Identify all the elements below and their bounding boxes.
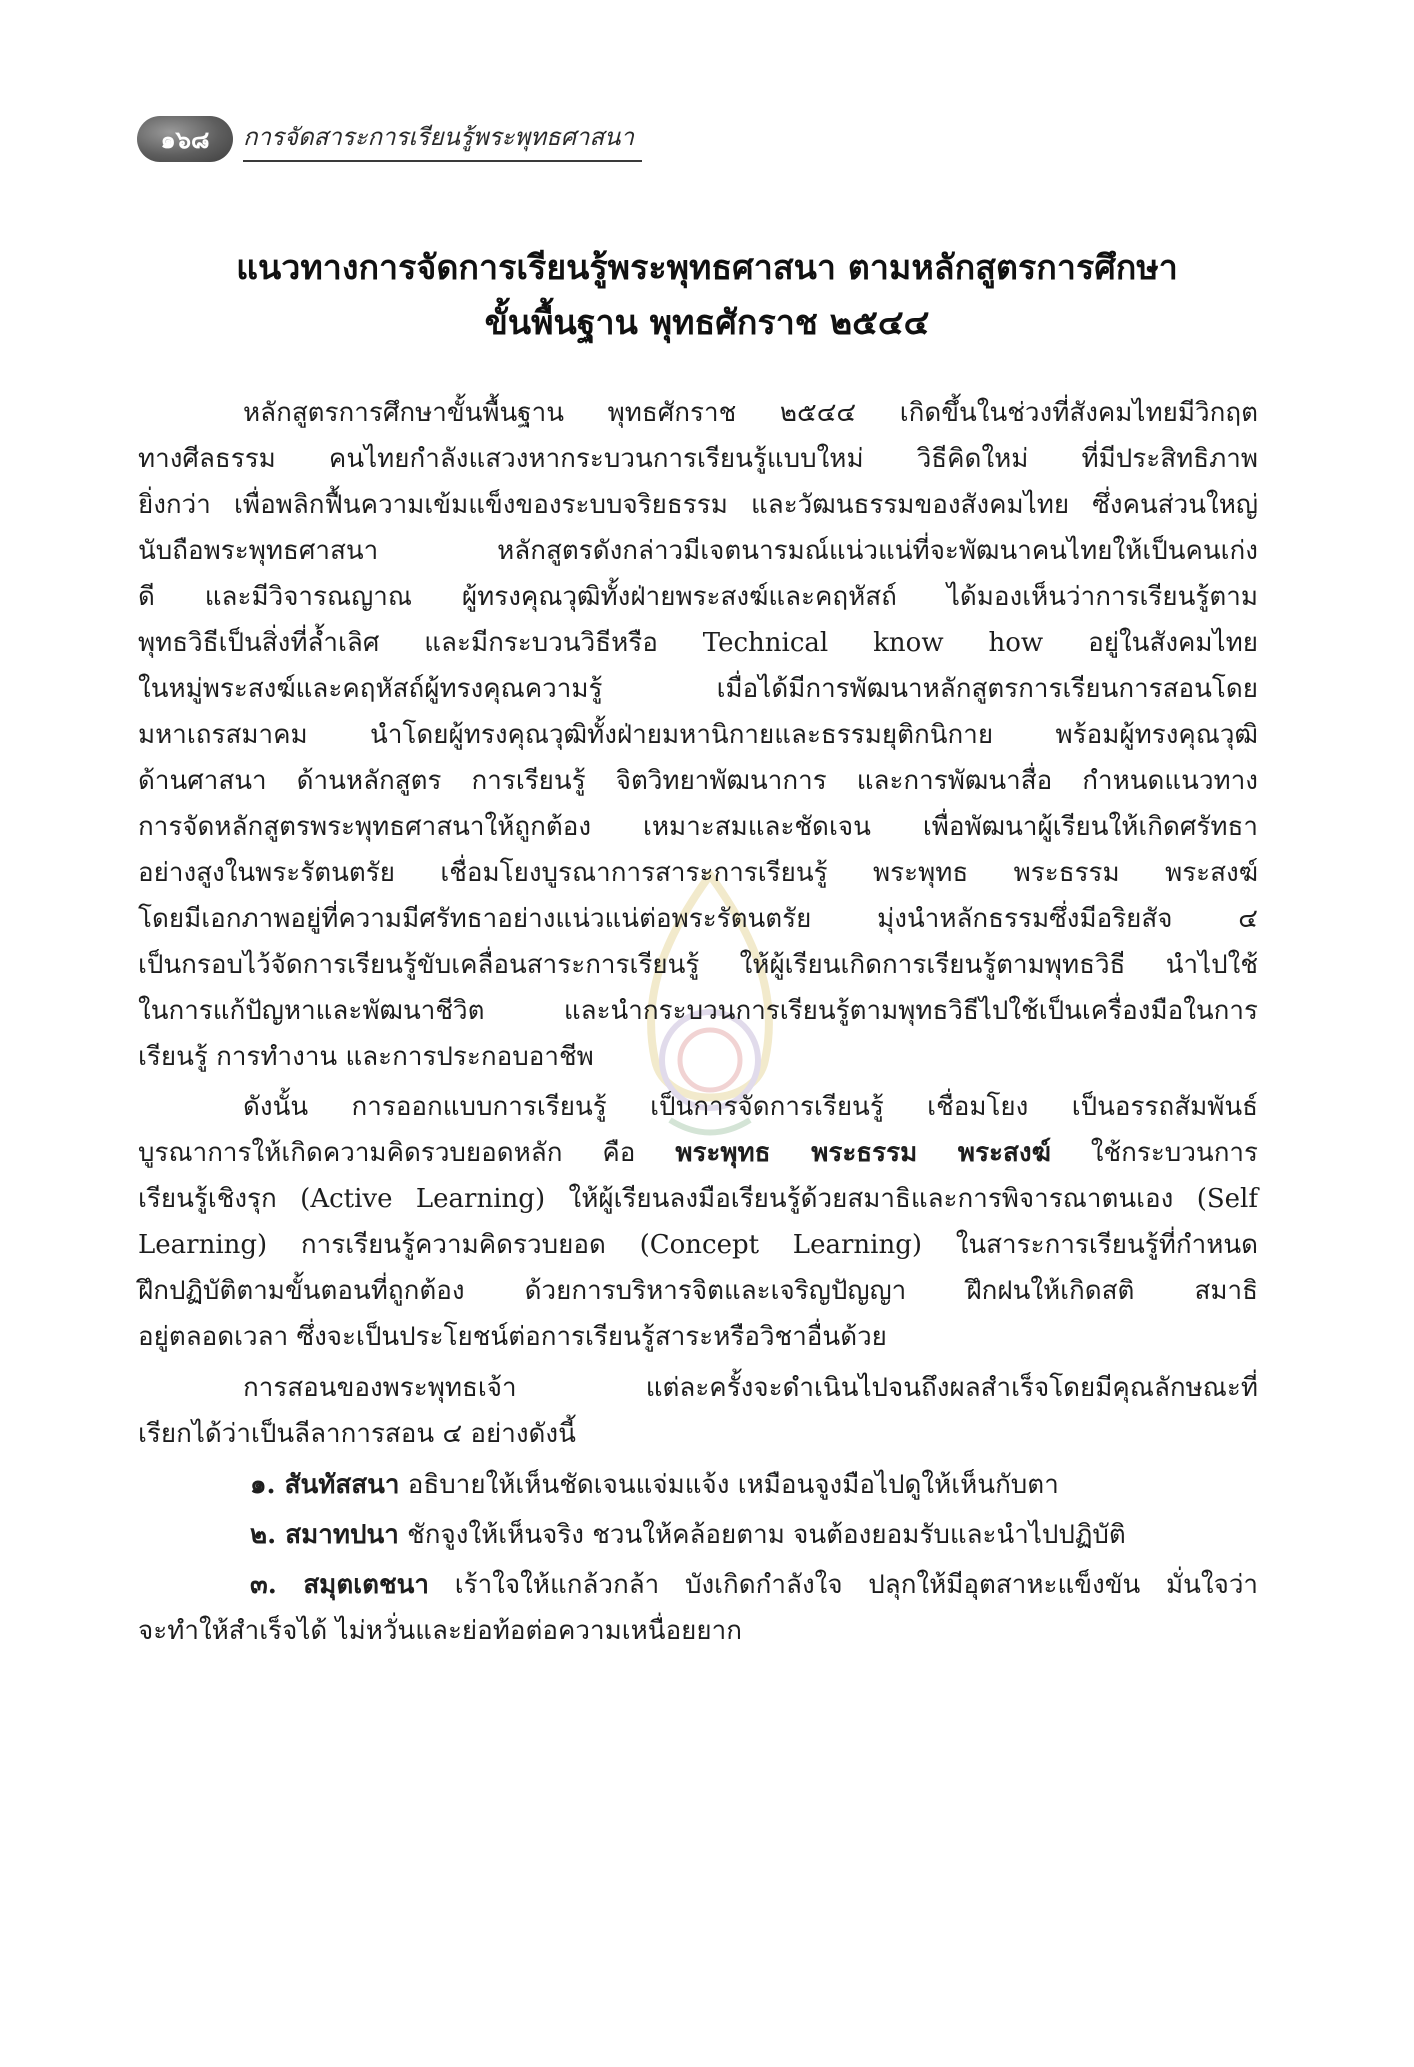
page-header <box>137 116 642 162</box>
list-item-term: ๓. สมุตเตชนา <box>250 1570 430 1600</box>
list-item-term: ๒. สมาทปนา <box>250 1520 399 1550</box>
paragraph-2-line: Learning) การเรียนรู้ความคิดรวบยอด (Concept Learning) ในสาระการเรียนรู้ที่กำหนด <box>138 1230 1258 1260</box>
paragraph-1-line: โดยมีเอกภาพอยู่ที่ความมีศรัทธาอย่างแน่วแน่ต่อพระรัตนตรัย มุ่งนำหลักธรรมซึ่งมีอริยสัจ ๔ <box>138 904 1258 934</box>
paragraph-3-line: เรียกได้ว่าเป็นลีลาการสอน ๔ อย่างดังนี้ <box>138 1419 576 1449</box>
paragraph-3-line: การสอนของพระพุทธเจ้า แต่ละครั้งจะดำเนินไปจนถึงผลสำเร็จโดยมีคุณลักษณะที่ <box>243 1373 1258 1403</box>
paragraph-1-line: ด้านศาสนา ด้านหลักสูตร การเรียนรู้ จิตวิทยาพัฒนาการ และการพัฒนาสื่อ กำหนดแนวทาง <box>138 766 1258 796</box>
list-item <box>250 1518 1258 1552</box>
list-item-term: ๑. สันทัสสนา <box>250 1470 400 1500</box>
paragraph-1-line: หลักสูตรการศึกษาขั้นพื้นฐาน พุทธศักราช ๒๕๔๔ เกิดขึ้นในช่วงที่สังคมไทยมีวิกฤต <box>243 398 1258 428</box>
paragraph-2-text: บูรณาการให้เกิดความคิดรวบยอดหลัก คือ <box>138 1138 636 1168</box>
paragraph-1-line: มหาเถรสมาคม นำโดยผู้ทรงคุณวุฒิทั้งฝ่ายมหานิกายและธรรมยุติกนิกาย พร้อมผู้ทรงคุณวุฒิ <box>138 720 1258 750</box>
paragraph-1-line: เรียนรู้ การทำงาน และการประกอบอาชีพ <box>138 1042 594 1072</box>
paragraph-2-line: เรียนรู้เชิงรุก (Active Learning) ให้ผู้เรียนลงมือเรียนรู้ด้วยสมาธิและการพิจารณาตนเอง (Self <box>138 1184 1258 1214</box>
paragraph-1-line: ยิ่งกว่า เพื่อพลิกฟื้นความเข้มแข็งของระบบจริยธรรม และวัฒนธรรมของสังคมไทย ซึ่งคนส่วนใหญ่ <box>138 490 1258 520</box>
list-item-desc: อธิบายให้เห็นชัดเจนแจ่มแจ้ง เหมือนจูงมือไปดูให้เห็นกับตา <box>407 1470 1059 1500</box>
running-title: การจัดสาระการเรียนรู้พระพุทธศาสนา <box>243 117 642 162</box>
page-title-line-2: ขั้นพื้นฐาน พุทธศักราช ๒๕๔๔ <box>484 303 930 343</box>
paragraph-1-line: ในการแก้ปัญหาและพัฒนาชีวิต และนำกระบวนการเรียนรู้ตามพุทธวิธีไปใช้เป็นเครื่องมือในการ <box>138 996 1258 1026</box>
page-number-badge: ๑๖๘ <box>137 116 233 162</box>
paragraph-1-line: ดี และมีวิจารณญาณ ผู้ทรงคุณวุฒิทั้งฝ่ายพระสงฆ์และคฤหัสถ์ ได้มองเห็นว่าการเรียนรู้ตาม <box>138 582 1258 612</box>
paragraph-1-line: ในหมู่พระสงฆ์และคฤหัสถ์ผู้ทรงคุณความรู้ เมื่อได้มีการพัฒนาหลักสูตรการเรียนการสอนโดย <box>138 674 1258 704</box>
paragraph-1-line: ทางศีลธรรม คนไทยกำลังแสวงหากระบวนการเรียนรู้แบบใหม่ วิธีคิดใหม่ ที่มีประสิทธิภาพ <box>138 444 1258 474</box>
paragraph-2-line: อยู่ตลอดเวลา ซึ่งจะเป็นประโยชน์ต่อการเรียนรู้สาระหรือวิชาอื่นด้วย <box>138 1322 887 1352</box>
paragraph-2-line <box>138 1136 1258 1170</box>
list-item-desc: เร้าใจให้แกล้วกล้า บังเกิดกำลังใจ ปลุกให้มีอุตสาหะแข็งขัน มั่นใจว่า <box>454 1570 1259 1600</box>
list-item-desc: ชักจูงให้เห็นจริง ชวนให้คล้อยตาม จนต้องยอมรับและนำไปปฏิบัติ <box>407 1520 1126 1550</box>
paragraph-2-line: ฝึกปฏิบัติตามขั้นตอนที่ถูกต้อง ด้วยการบริหารจิตและเจริญปัญญา ฝึกฝนให้เกิดสติ สมาธิ <box>138 1276 1258 1306</box>
paragraph-2-line: ดังนั้น การออกแบบการเรียนรู้ เป็นการจัดการเรียนรู้ เชื่อมโยง เป็นอรรถสัมพันธ์ <box>243 1092 1258 1122</box>
list-item <box>250 1568 1258 1602</box>
paragraph-1-line: เป็นกรอบไว้จัดการเรียนรู้ขับเคลื่อนสาระการเรียนรู้ ให้ผู้เรียนเกิดการเรียนรู้ตามพุทธวิธี นำไปใช้ <box>138 950 1258 980</box>
paragraph-1-line: การจัดหลักสูตรพระพุทธศาสนาให้ถูกต้อง เหมาะสมและชัดเจน เพื่อพัฒนาผู้เรียนให้เกิดศรัทธา <box>138 812 1258 842</box>
paragraph-1-line: พุทธวิธีเป็นสิ่งที่ล้ำเลิศ และมีกระบวนวิธีหรือ Technical know how อยู่ในสังคมไทย <box>138 628 1258 658</box>
page-title-line-1: แนวทางการจัดการเรียนรู้พระพุทธศาสนา ตามหลักสูตรการศึกษา <box>236 248 1178 288</box>
triple-gem-emphasis: พระพุทธ พระธรรม พระสงฆ์ <box>675 1138 1051 1168</box>
paragraph-1-line: อย่างสูงในพระรัตนตรัย เชื่อมโยงบูรณาการสาระการเรียนรู้ พระพุทธ พระธรรม พระสงฆ์ <box>138 858 1258 888</box>
list-item-continuation: จะทำให้สำเร็จได้ ไม่หวั่นและย่อท้อต่อความเหนื่อยยาก <box>138 1616 742 1646</box>
paragraph-2-text: ใช้กระบวนการ <box>1090 1138 1258 1168</box>
list-item <box>250 1468 1258 1502</box>
paragraph-1-line: นับถือพระพุทธศาสนา หลักสูตรดังกล่าวมีเจตนารมณ์แน่วแน่ที่จะพัฒนาคนไทยให้เป็นคนเก่ง <box>138 536 1258 566</box>
